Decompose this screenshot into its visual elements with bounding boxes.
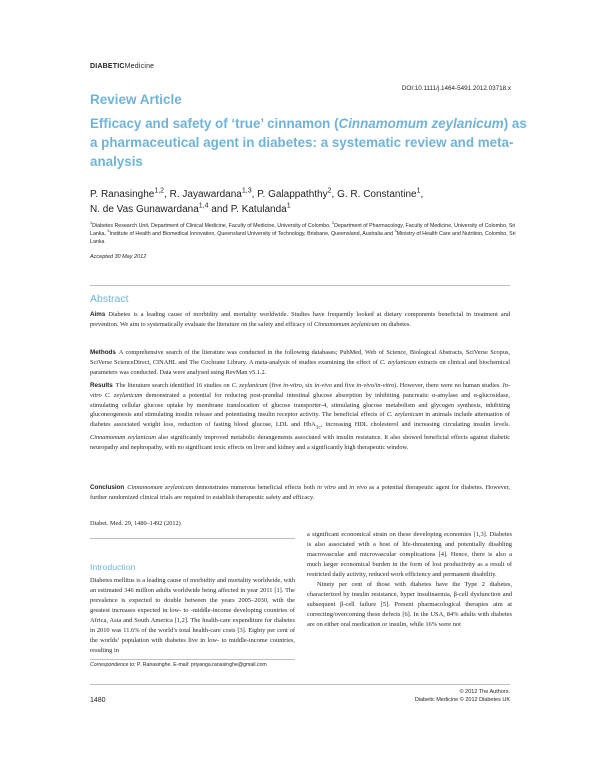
- introduction-heading: Introduction: [90, 562, 136, 572]
- footer-divider: [90, 684, 510, 685]
- title-species: Cinnamomum zeylanicum: [338, 116, 504, 131]
- doi: DOI:10.1111/j.1464-5491.2012.03718.x: [401, 85, 511, 92]
- article-type: Review Article: [90, 92, 182, 107]
- footnote-divider: [90, 659, 295, 660]
- introduction-right-column: [307, 530, 512, 630]
- author: N. de Vas Gunawardana$^{1,4}$ and: [90, 202, 231, 215]
- introduction-left-column: Diabetes mellitus is a leading cause of morbidity and mortality worldwide, with an estimated 346 million adults worldwide being affected in year 2011 [1]. The prevalence is expected to double between the years 2005–2030, with the greatest increases expected in low- to -middle-income developing countries of Africa, Asia and South America [1,2]. The health-care expenditure for diabetes in 2010 was 11.6% of the world’s total health-care costs [3]. Eighty per cent of the worlds’ population with diabetes live in low- to middle-income countries, resulting in: [90, 577, 295, 654]
- abstract-results: Results The literature search identified 16 studies on C. zeylanicum (five in-vitro, six in-vivo and five in-vivo/in-vitro). However, there were no human studies. In-vitro C. zeylanicum demonstrated a potential for reducing post-prandial intestinal glucose absorption by inhibiting pancreatic α-amylase and α-glucosidase, stimulating cellular glucose uptake by membrane translocation of glucose transporter-4, stimulating glucose metabolism and glycogen synthesis, inhibiting gluconeogenesis and stimulating insulin release and potentiating insulin receptor activity. The beneficial effects of C. zeylanicum in animals include attenuation of diabetes associated weight loss, reduction of fasting blood glucose, LDL and HbA$_{1c}$, increasing HDL cholesterol and increasing circulating insulin levels. Cinnamomum zeylanicum also significantly improved metabolic derangements associated with insulin resistance. It also showed beneficial effects against diabetic neuropathy and nephropathy, with no significant toxic effects on liver and kidney and a significantly high therapeutic window.: [90, 382, 510, 452]
- correspondence: Correspondence to: P. Ranasinghe. E-mail: priyanga.ranasinghe@gmail.com: [90, 662, 267, 668]
- paragraph: Ninety per cent of those with diabetes have the Type 2 diabetes, characterized by insulin resistance, hyper insulinaemia, β-cell dysfunction and subsequent β-cell failure [5]. Present pharmacological therapies aim at correcting/overcoming these defects [6]. In the USA, 84% adults with diabetes are on either oral medication or insulin, while 16% were not: [307, 581, 512, 628]
- divider: [90, 538, 295, 539]
- author: P. Katulanda$^1$: [230, 202, 291, 215]
- copyright: © 2012 The Authors. Diabetic Medicine © 2012 Diabetes UK: [414, 689, 510, 703]
- accepted-date: Accepted 30 May 2012: [90, 254, 147, 260]
- author-list: [90, 187, 530, 217]
- article-title: [90, 114, 530, 171]
- abstract-aims: Aims Diabetes is a leading cause of morbidity and mortality worldwide. Studies have frequently looked at dietary components beneficial in treatment and prevention. We aim to systematically evaluate the literature on the safety and efficacy of Cinnamomum zeylanicum on diabetes.: [90, 311, 510, 328]
- author: P. Ranasinghe$^{1,2}$,: [90, 187, 170, 200]
- journal-name-rest: Medicine: [124, 63, 155, 70]
- journal-header: [90, 63, 154, 70]
- title-part1: Efficacy and safety of ‘true’ cinnamon (: [90, 116, 339, 131]
- author: P. Galappaththy$^2$,: [257, 187, 338, 200]
- citation: Diabet. Med. 29, 1480–1492 (2012): [90, 520, 181, 527]
- affiliations: $^1$Diabetes Research Unit, Department of Clinical Medicine, Faculty of Medicine, University of Colombo, $^2$Department of Pharmacology, Faculty of Medicine, University of Colombo, Sri Lanka, $^3$Institute of Health and Biomedical Innovation, Queensland University of Technology, Brisbane, Queensland, Australia and $^4$Ministry of Health Care and Nutrition, Colombo, Sri Lanka: [90, 221, 516, 245]
- abstract-heading: Abstract: [90, 293, 129, 305]
- author: G. R. Constantine$^1$,: [337, 187, 424, 200]
- author: R. Jayawardana$^{1,3}$,: [169, 187, 258, 200]
- journal-name-bold: DIABETIC: [90, 63, 125, 70]
- page-number: 1480: [90, 697, 106, 704]
- divider: [90, 285, 510, 286]
- abstract-conclusion: Conclusion Cinnamomum zeylanicum demonstrates numerous beneficial effects both in vitro and in vivo as a potential therapeutic agent for diabetes. However, further randomized clinical trials are required to establish therapeutic safety and efficacy.: [90, 484, 510, 501]
- title-part2: ) as a pharmaceutical agent in diabetes: a systematic review and meta-analysis: [90, 116, 527, 169]
- paragraph: a significant economical strain on these developing economies [1,3]. Diabetes is also associated with a host of life-threatening and potentially disabling macrovascular and microvascular complications [4]. Hence, there is also a much larger economical burden in the form of lost productivity as a result of restricted daily activity, reduced work efficiency and permanent disability.: [307, 531, 512, 578]
- abstract-methods: Methods A comprehensive search of the literature was conducted in the following databases; PubMed, Web of Science, Biological Abstracts, SciVerse Scopus, SciVerse ScienceDirect, CINAHL and The Cochrane Library. A meta-analysis of studies examining the effect of C. zeylanicum extracts on clinical and biochemical parameters was conducted. Data were analysed using RevMan v5.1.2.: [90, 349, 510, 376]
